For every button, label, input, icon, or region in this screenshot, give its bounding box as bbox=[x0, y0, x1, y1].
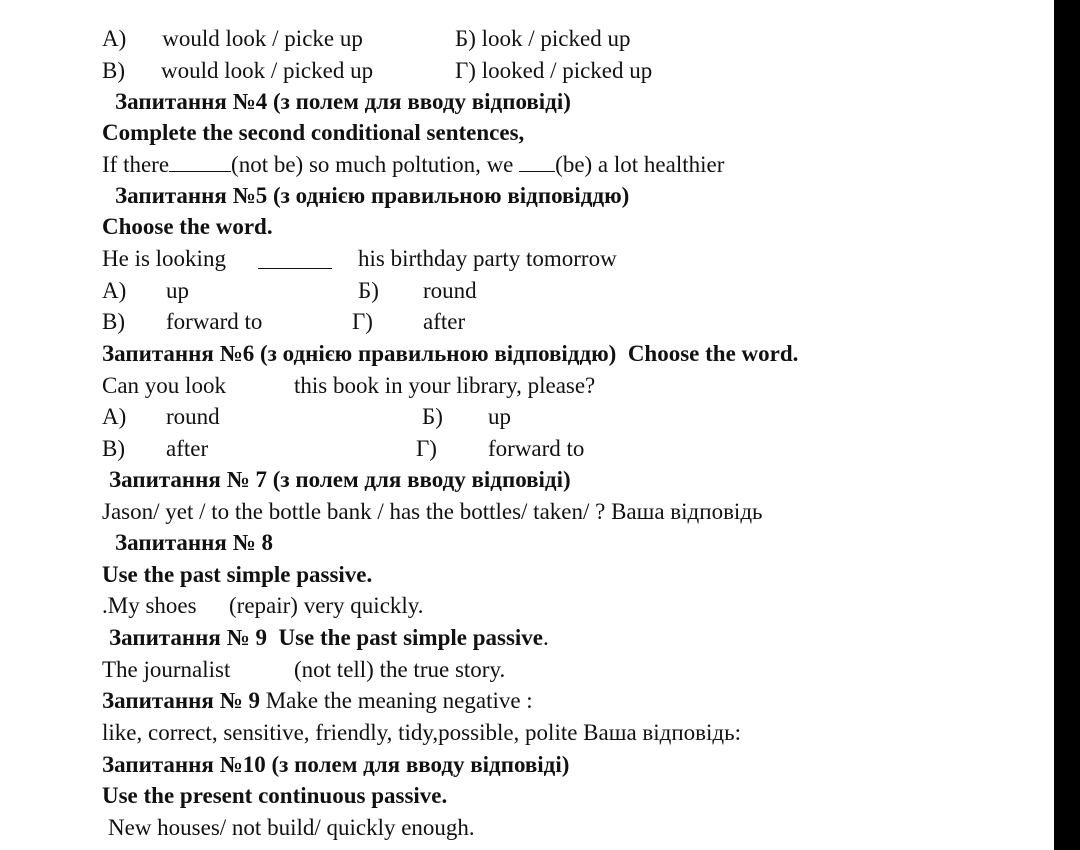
q7-heading: Запитання № 7 (з полем для вводу відповіді) bbox=[109, 467, 571, 492]
q6-instruction: Choose the word. bbox=[627, 341, 799, 366]
q6-option-v-text[interactable]: after bbox=[166, 436, 209, 461]
answer-blank[interactable] bbox=[258, 250, 332, 269]
q8-instruction: Use the past simple passive. bbox=[102, 562, 373, 587]
q9b-instruction: Make the meaning negative : bbox=[259, 688, 533, 713]
q5-option-g-text[interactable]: after bbox=[423, 309, 466, 334]
q8-sentence-end: (repair) very quickly. bbox=[229, 593, 424, 618]
q5-sentence-start: He is looking bbox=[102, 246, 226, 271]
option-letter: В) bbox=[102, 58, 125, 83]
q6-option-g-letter: Г) bbox=[416, 436, 437, 461]
right-edge-bar bbox=[1054, 0, 1080, 850]
q5-instruction: Choose the word. bbox=[102, 214, 273, 239]
q6-option-g-text[interactable]: forward to bbox=[488, 436, 585, 461]
q7-sentence: Jason/ yet / to the bottle bank / has the bottles/ taken/ ? Ваша відповідь bbox=[102, 499, 763, 524]
q6-option-v-letter: В) bbox=[102, 436, 125, 461]
sentence-part: (not be) so much poltution, we bbox=[231, 152, 520, 177]
option-text: would look / picke up bbox=[162, 26, 363, 51]
option-text: looked / picked up bbox=[481, 58, 653, 83]
q6-option-a-letter: А) bbox=[102, 404, 127, 429]
q5-option-a-text[interactable]: up bbox=[166, 278, 189, 303]
q10-heading: Запитання №10 (з полем для вводу відповіді) bbox=[102, 752, 570, 777]
q4-sentence bbox=[102, 151, 724, 179]
q5-option-g-letter: Г) bbox=[352, 309, 373, 334]
q3-option-v bbox=[102, 57, 373, 85]
q5-sentence-end: his birthday party tomorrow bbox=[358, 246, 617, 271]
option-text: would look / picked up bbox=[161, 58, 374, 83]
option-letter: А) bbox=[102, 26, 127, 51]
q9b-heading: Запитання № 9 bbox=[102, 688, 260, 713]
q9b-words: like, correct, sensitive, friendly, tidy,possible, polite Ваша відповідь: bbox=[102, 720, 741, 745]
q6-option-b-text[interactable]: up bbox=[488, 404, 511, 429]
q9a-heading: Запитання № 9 bbox=[109, 625, 267, 650]
q6-sentence-end: this book in your library, please? bbox=[294, 373, 596, 398]
q3-option-a bbox=[102, 25, 363, 53]
q5-option-v-text[interactable]: forward to bbox=[166, 309, 263, 334]
q4-heading: Запитання №4 (з полем для вводу відповіді) bbox=[115, 89, 571, 114]
q9a-dot: . bbox=[543, 625, 549, 650]
q6-sentence-start: Can you look bbox=[102, 373, 226, 398]
q8-heading: Запитання № 8 bbox=[115, 530, 273, 555]
q8-sentence-start: .My shoes bbox=[102, 593, 197, 618]
option-letter: Б) bbox=[455, 26, 476, 51]
q6-option-a-text[interactable]: round bbox=[166, 404, 220, 429]
q5-option-b-letter: Б) bbox=[358, 278, 379, 303]
q9a-instruction: Use the past simple passive bbox=[278, 625, 543, 650]
answer-blank[interactable] bbox=[169, 153, 231, 172]
q5-option-v-letter: В) bbox=[102, 309, 125, 334]
q9a-heading-line bbox=[109, 624, 549, 652]
answer-blank[interactable] bbox=[519, 153, 555, 172]
option-letter: Г) bbox=[455, 58, 476, 83]
q5-heading: Запитання №5 (з однією правильною відповіддю) bbox=[115, 183, 630, 208]
q4-instruction: Complete the second conditional sentences, bbox=[102, 120, 525, 145]
q9b-heading-line bbox=[102, 687, 533, 715]
q10-instruction: Use the present continuous passive. bbox=[102, 783, 448, 808]
q5-option-a-letter: А) bbox=[102, 278, 127, 303]
q10-sentence: New houses/ not build/ quickly enough. bbox=[108, 815, 475, 840]
sentence-part: (be) a lot healthier bbox=[555, 152, 725, 177]
q3-option-b bbox=[455, 25, 630, 53]
q5-option-b-text[interactable]: round bbox=[423, 278, 477, 303]
q3-option-g bbox=[455, 57, 652, 85]
option-text: look / picked up bbox=[481, 26, 631, 51]
q6-heading-line bbox=[102, 340, 798, 368]
q9a-sentence-end: (not tell) the true story. bbox=[294, 657, 506, 682]
sentence-part: If there bbox=[102, 152, 170, 177]
q9a-sentence-start: The journalist bbox=[102, 657, 231, 682]
q6-option-b-letter: Б) bbox=[422, 404, 443, 429]
q6-heading: Запитання №6 (з однією правильною відповіддю) bbox=[102, 341, 617, 366]
